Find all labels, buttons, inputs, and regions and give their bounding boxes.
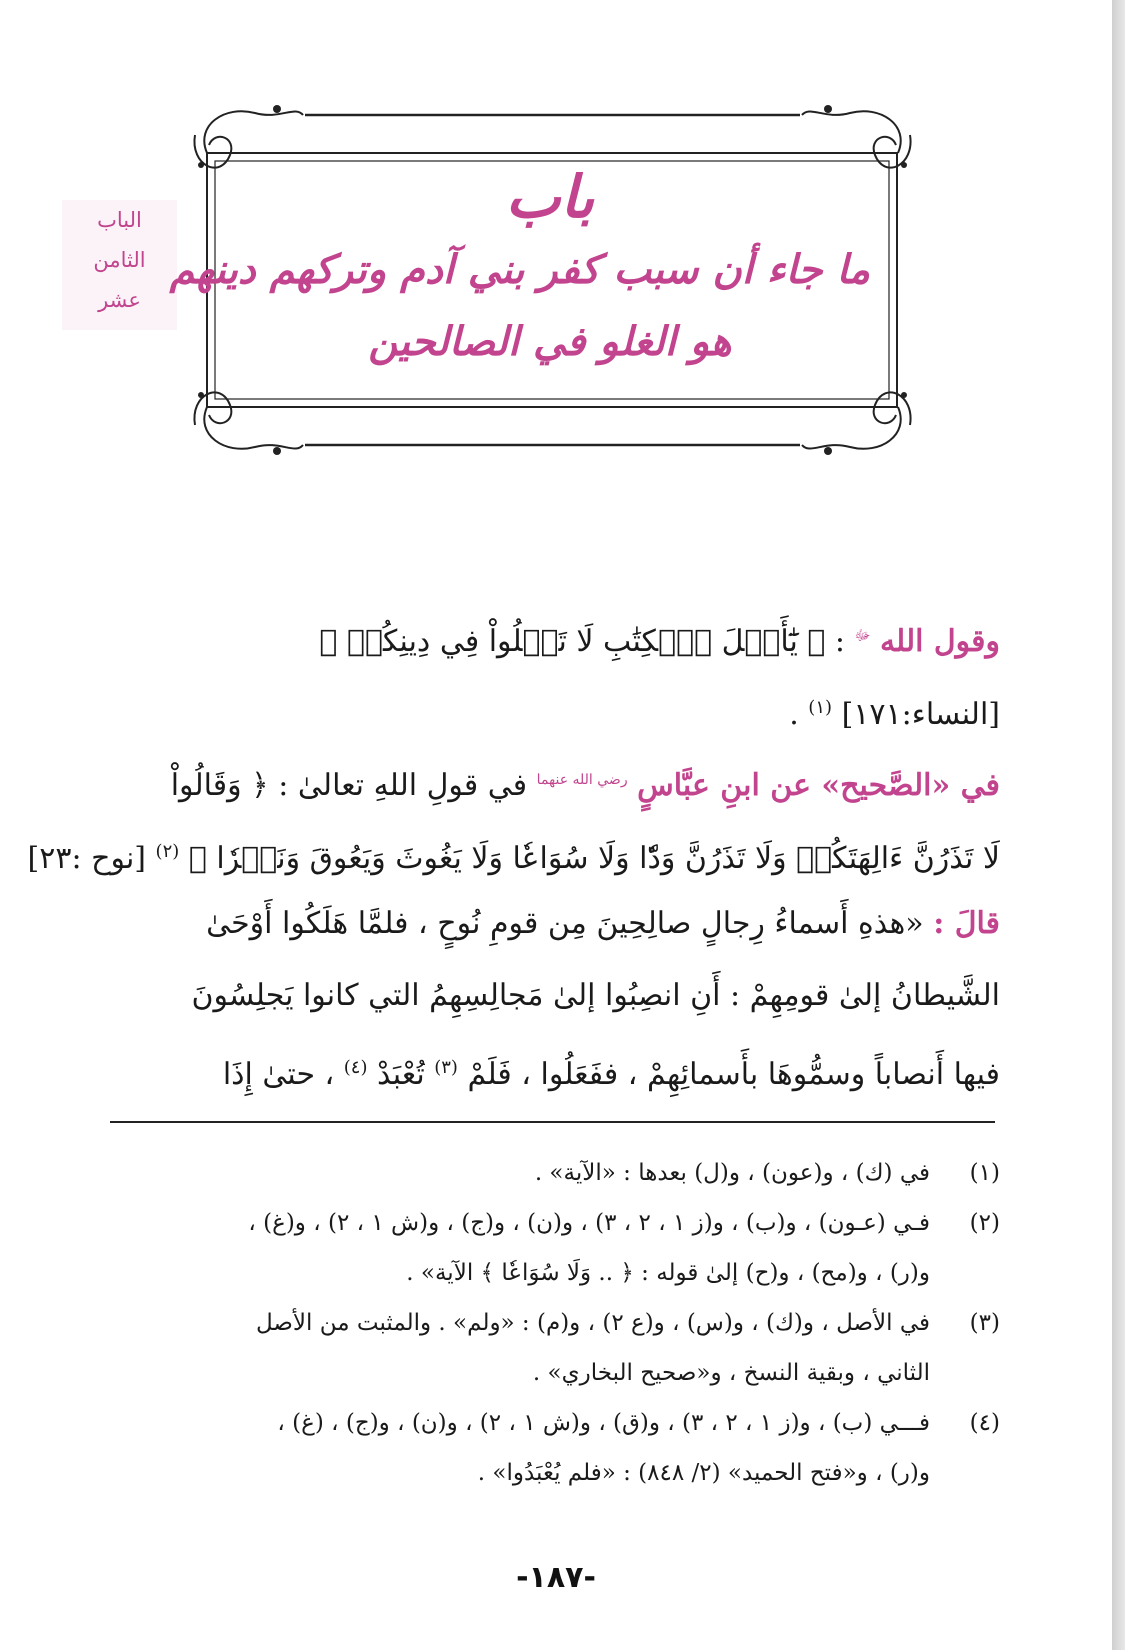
footnote-4: [110, 1398, 1000, 1498]
footnote-line: و(ر) ، و(مح) ، و(ح) إلىٰ قوله : ﴿ .. وَلَا سُوَاعٗا ﴾ الآية» .: [406, 1260, 930, 1286]
text-line-1: [110, 600, 1000, 672]
footnote-number: (٣): [969, 1310, 1000, 1336]
surah-reference-2: [نوح :٢٣]: [27, 841, 146, 876]
footnote-1: [110, 1148, 1000, 1198]
honorific-2: رضي الله عنهما: [536, 772, 628, 788]
footnote-marker-4: (٤): [343, 1057, 368, 1078]
hadith-source: في «الصَّحيح» عن ابنِ عبَّاسٍ: [637, 768, 1000, 803]
quran-quote-1: : ﴿ يَٰٓأَهۡلَ ٱلۡكِتَٰبِ لَا تَغۡلُواْ فِي دِينِكُمۡ ﴾: [319, 624, 846, 659]
title-line-1: ما جاء أن سبب كفر بني آدم وتركهم دينهم: [169, 246, 870, 293]
footnotes: [110, 1148, 1000, 1498]
main-text: [27, 600, 1000, 1104]
footnote-marker-3: (٣): [434, 1057, 458, 1078]
hadith-text-1: «هذهِ أَسماءُ رِجالٍ صالِحِينَ مِن قومِ نُوحٍ ، فلمَّا هَلَكُوا أَوْحَىٰ: [206, 906, 924, 941]
footnote-2: [110, 1198, 1000, 1298]
hadith-text-3b: تُعْبَدْ: [377, 1057, 425, 1092]
footnote-line: و(ر) ، و«فتح الحميد» (٢/ ٨٤٨) : «فلم يُعْبَدُوا» .: [477, 1460, 930, 1486]
text-line-6: الشَّيطانُ إلىٰ قومِهِمْ : أَنِ انصِبُوا إلىٰ مَجالِسِهِمُ التي كانوا يَجلِسُونَ: [191, 978, 1000, 1013]
chapter-label-line3: عشر: [98, 288, 141, 312]
hadith-intro: في قولِ اللهِ تعالىٰ : ﴿ وَقَالُواْ: [170, 768, 528, 803]
text-line-4: [27, 816, 1000, 888]
said-label: قالَ :: [933, 906, 1000, 941]
footnote-line: في (ك) ، و(عون) ، و(ل) بعدها : «الآية» .: [534, 1160, 930, 1186]
hadith-text-3c: ، حتىٰ إِذَا: [222, 1057, 335, 1092]
chapter-label-line1: الباب: [97, 208, 142, 232]
footnote-number: (٢): [969, 1210, 1000, 1236]
footnote-marker-1: (١): [808, 697, 833, 718]
footnote-number: (٤): [969, 1410, 1000, 1436]
chapter-title: [169, 160, 870, 430]
footnote-line: فـــي (ب) ، و(ز ١ ، ٢ ، ٣) ، و(ق) ، و(ش ١ ، ٢) ، و(ن) ، و(ج) ، (غ) ،: [277, 1410, 930, 1436]
text-line-7: [110, 1032, 1000, 1104]
page-edge: [1112, 0, 1125, 1650]
speaker: وقول الله: [879, 624, 1000, 659]
footnote-divider: [110, 1121, 995, 1123]
footnote-number: (١): [969, 1160, 1000, 1186]
chapter-label-line2: الثامن: [93, 248, 146, 272]
text-line-3: [110, 744, 1000, 816]
honorific: ﷻ: [854, 628, 871, 644]
footnote-3: [110, 1298, 1000, 1398]
footnote-line: في الأصل ، و(ك) ، و(س) ، و(ع ٢) ، و(م) : «ولم» . والمثبت من الأصل: [255, 1310, 930, 1336]
title-word: باب: [505, 163, 595, 231]
chapter-label: [62, 200, 177, 330]
quran-quote-2: لَا تَذَرُنَّ ءَالِهَتَكُمۡ وَلَا تَذَرُنَّ وَدّٗا وَلَا سُوَاعٗا وَلَا يَغُوثَ وَيَعُوقَ وَنَسۡرٗا ﴾: [188, 841, 1000, 876]
page-number: -١٨٧-: [516, 1560, 596, 1595]
text-line-2: [110, 672, 1000, 744]
surah-reference-1: [النساء:١٧١]: [841, 697, 1000, 732]
hadith-text-3a: فيها أَنصاباً وسمُّوهَا بأَسمائِهِمْ ، ففَعَلُوا ، فَلَمْ: [467, 1057, 1000, 1092]
footnote-line: الثاني ، وبقية النسخ ، و«صحيح البخاري» .: [532, 1360, 930, 1386]
footnote-marker-2: (٢): [155, 841, 180, 862]
sentence-end: .: [789, 697, 799, 732]
title-line-2: هو الغلو في الصالحين: [368, 318, 732, 365]
text-line-5: [110, 888, 1000, 960]
footnote-line: فـي (عـون) ، و(ب) ، و(ز ١ ، ٢ ، ٣) ، و(ن) ، و(ج) ، و(ش ١ ، ٢) ، و(غ) ،: [248, 1210, 930, 1236]
